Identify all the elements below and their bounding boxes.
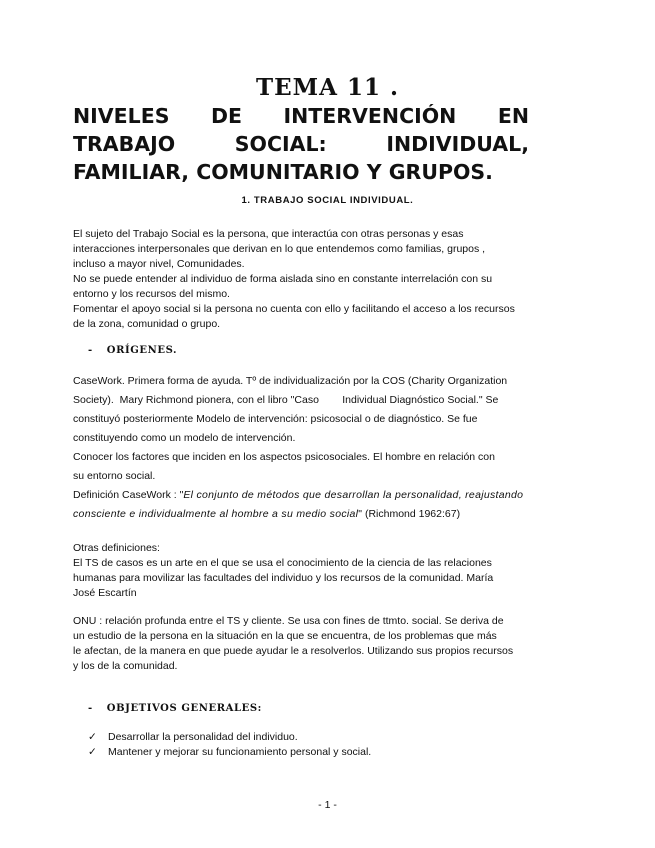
origenes-heading: - ORÍGENES. bbox=[88, 345, 178, 356]
text-line: El sujeto del Trabajo Social es la persona, que interactúa con otras personas y esas bbox=[73, 228, 464, 240]
text-line: le afectan, de la manera en que puede ayudar le a resolverlos. Utilizando sus propios recursos bbox=[73, 645, 514, 657]
text-line: su entorno social. bbox=[73, 470, 156, 482]
text-line: constituyendo como un modelo de intervención. bbox=[73, 432, 296, 444]
text-line: CaseWork. Primera forma de ayuda. Tº de individualización por la COS (Charity Organization bbox=[73, 375, 508, 387]
text-line: interacciones interpersonales que derivan en lo que entendemos como familias, grupos , bbox=[73, 243, 486, 255]
text-line: Society). Mary Richmond pionera, con el libro "Caso Individual Diagnóstico Social." Se bbox=[73, 394, 499, 406]
objetivos-list bbox=[88, 730, 371, 760]
text-line: ONU : relación profunda entre el TS y cliente. Se usa con fines de ttmto. social. Se deriva de bbox=[73, 615, 504, 627]
check-icon: ✓ bbox=[88, 746, 97, 758]
otras-paragraph bbox=[73, 541, 529, 601]
subtitle-line: FAMILIAR, COMUNITARIO Y GRUPOS. bbox=[73, 160, 493, 184]
onu-paragraph bbox=[73, 614, 529, 674]
text-line: Otras definiciones: bbox=[73, 542, 160, 554]
text-line: un estudio de la persona en la situación en la que se encuentra, de los problemas que más bbox=[73, 630, 497, 642]
text-line: entorno y los recursos del mismo. bbox=[73, 288, 230, 300]
origenes-paragraph bbox=[73, 372, 529, 524]
text-line: humanas para movilizar las facultades del individuo y los recursos de la comunidad. María bbox=[73, 572, 494, 584]
text-line: Fomentar el apoyo social si la persona no cuenta con ello y facilitando el acceso a los recursos bbox=[73, 303, 515, 315]
topic-title: TEMA 11 . bbox=[256, 74, 399, 101]
text-line: Conocer los factores que inciden en los aspectos psicosociales. El hombre en relación con bbox=[73, 451, 495, 463]
objetivos-heading: - OBJETIVOS GENERALES: bbox=[88, 703, 262, 714]
list-dash: - bbox=[88, 703, 93, 714]
text-line: constituyó posteriormente Modelo de intervención: psicosocial o de diagnóstico. Se fue bbox=[73, 413, 478, 425]
text-line: incluso a mayor nivel, Comunidades. bbox=[73, 258, 245, 270]
intro-paragraph bbox=[73, 227, 529, 332]
definition-line: consciente e individualmente al hombre a su medio social" (Richmond 1962:67) bbox=[73, 508, 461, 520]
subtitle-line: NIVELES DE INTERVENCIÓN EN bbox=[73, 104, 529, 128]
section-heading: 1. TRABAJO SOCIAL INDIVIDUAL. bbox=[241, 195, 414, 206]
text-line: El TS de casos es un arte en el que se usa el conocimiento de la ciencia de las relaciones bbox=[73, 557, 492, 569]
check-icon: ✓ bbox=[88, 731, 97, 743]
subtitle-line: TRABAJO SOCIAL: INDIVIDUAL, bbox=[73, 132, 529, 156]
definition-quote: consciente e individualmente al hombre a su medio social bbox=[73, 508, 359, 520]
definition-quote: El conjunto de métodos que desarrollan la personalidad, reajustando bbox=[183, 489, 524, 501]
definition-line: Definición CaseWork : "El conjunto de métodos que desarrollan la personalidad, reajustando bbox=[73, 489, 524, 501]
list-dash: - bbox=[88, 345, 93, 356]
page-number: - 1 - bbox=[318, 799, 337, 811]
text-line: José Escartín bbox=[73, 587, 137, 599]
topic-subtitle bbox=[73, 102, 529, 186]
text-line: y los de la comunidad. bbox=[73, 660, 178, 672]
text-line: de la zona, comunidad o grupo. bbox=[73, 318, 221, 330]
text-line: No se puede entender al individuo de forma aislada sino en constante interrelación con su bbox=[73, 273, 493, 285]
list-item: ✓ Mantener y mejorar su funcionamiento personal y social. bbox=[88, 746, 372, 758]
list-item: ✓ Desarrollar la personalidad del individuo. bbox=[88, 731, 298, 743]
